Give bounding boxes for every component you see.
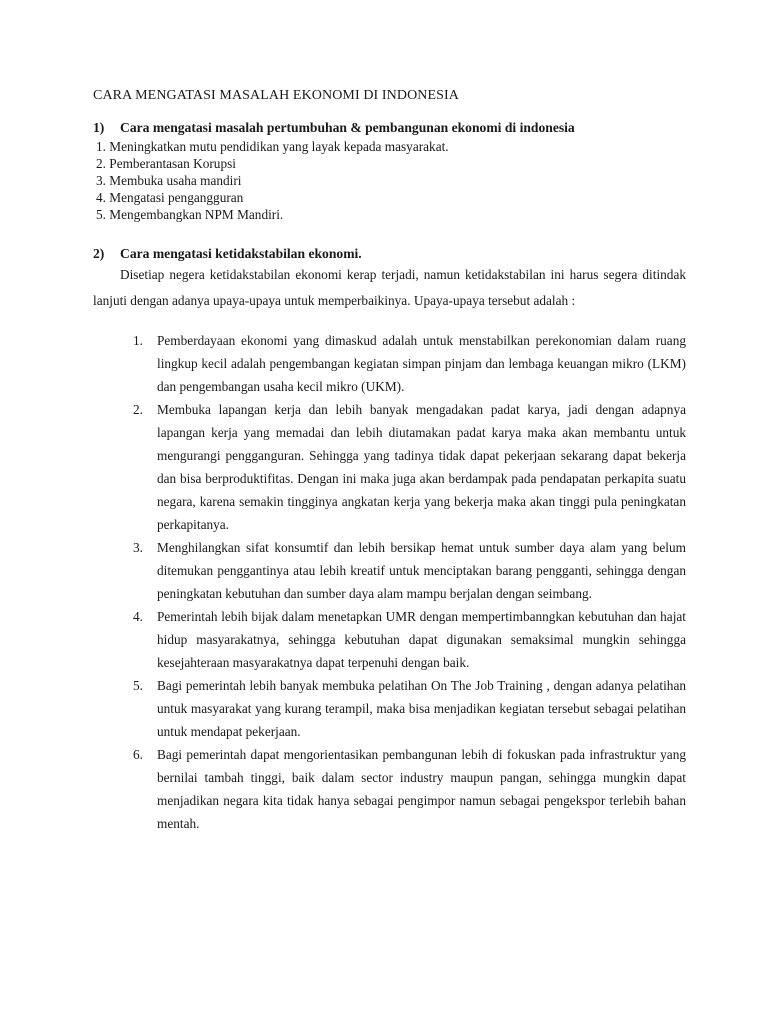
list-item: [93, 674, 686, 743]
list-item: [93, 743, 686, 835]
item-number: 1.: [133, 333, 143, 348]
item-number: 6.: [133, 747, 143, 762]
document-title: CARA MENGATASI MASALAH EKONOMI DI INDONESIA: [93, 88, 460, 103]
list-item: [93, 398, 686, 536]
item-number: 4.: [133, 609, 143, 624]
list-item: 5. Mengembangkan NPM Mandiri.: [96, 207, 284, 222]
item-number: 5.: [133, 678, 143, 693]
list-item: [93, 329, 686, 398]
list-item: 4. Mengatasi pengangguran: [96, 190, 244, 205]
item-text: Bagi pemerintah dapat mengorientasikan pembangunan lebih di fokuskan pada infrastruktur yang bernilai tambah tinggi, baik dalam sector industry maupun pangan, sehingga mungkin dapat menjadikan negara kita tidak hanya sebagai pengimpor namun sebagai pengekspor terlebih bahan mentah.: [157, 747, 686, 831]
item-number: 3.: [133, 540, 143, 555]
item-text: Bagi pemerintah lebih banyak membuka pelatihan On The Job Training , dengan adanya pelatihan untuk masyarakat yang kurang terampil, maka bisa menjadikan kegiatan tersebut sebagai pelatihan untuk mendapat pekerjaan.: [157, 678, 686, 739]
section-2-list: [93, 329, 686, 835]
item-text: Pemerintah lebih bijak dalam menetapkan UMR dengan mempertimbanngkan kebutuhan dan hajat hidup masyarakatnya, sehingga kebutuhan dapat digunakan semaksimal mungkin sehingga kesejahteraan masyarakatnya dapat terpenuhi dengan baik.: [157, 609, 686, 670]
section-1-number: 1): [93, 120, 105, 135]
section-2-intro: Disetiap negera ketidakstabilan ekonomi kerap terjadi, namun ketidakstabilan ini harus segera ditindak lanjuti dengan adanya upaya-upaya untuk memperbaikinya. Upaya-upaya tersebut adalah :: [93, 267, 686, 308]
item-text: Membuka lapangan kerja dan lebih banyak mengadakan padat karya, jadi dengan adapnya lapangan kerja yang memadai dan lebih diutamakan padat karya maka akan membantu untuk mengurangi pengganguran. Sehingga yang tadinya tidak dapat pekerjaan sekarang dapat bekerja dan bisa berproduktifitas. Dengan ini maka juga akan berdampak pada pendapatan perkapita suatu negara, karena semakin tingginya angkatan kerja yang bekerja maka akan tinggi pula peningkatan perkapitanya.: [157, 402, 686, 532]
section-2-heading-text: Cara mengatasi ketidakstabilan ekonomi.: [120, 246, 362, 261]
item-text: Menghilangkan sifat konsumtif dan lebih bersikap hemat untuk sumber daya alam yang belum ditemukan penggantinya atau lebih kreatif untuk menciptakan barang pengganti, sehingga dengan peningkatan kebutuhan dan sumber daya alam mampu berjalan dengan seimbang.: [157, 540, 686, 601]
section-2-number: 2): [93, 246, 105, 261]
item-text: Pemberdayaan ekonomi yang dimaskud adalah untuk menstabilkan perekonomian dalam ruang lingkup kecil adalah pengembangan kegiatan simpan pinjam dan lembaga keuangan mikro (LKM) dan pengembangan usaha kecil mikro (UKM).: [157, 333, 686, 394]
list-item: 2. Pemberantasan Korupsi: [96, 156, 236, 171]
item-number: 2.: [133, 402, 143, 417]
list-item: [93, 605, 686, 674]
list-item: [93, 536, 686, 605]
list-item: 3. Membuka usaha mandiri: [96, 173, 242, 188]
section-2-heading: [93, 246, 362, 262]
section-1-list: [96, 138, 449, 223]
section-1-heading: [93, 120, 575, 136]
section-1-heading-text: Cara mengatasi masalah pertumbuhan & pembangunan ekonomi di indonesia: [120, 120, 575, 135]
list-item: 1. Meningkatkan mutu pendidikan yang layak kepada masyarakat.: [96, 139, 449, 154]
